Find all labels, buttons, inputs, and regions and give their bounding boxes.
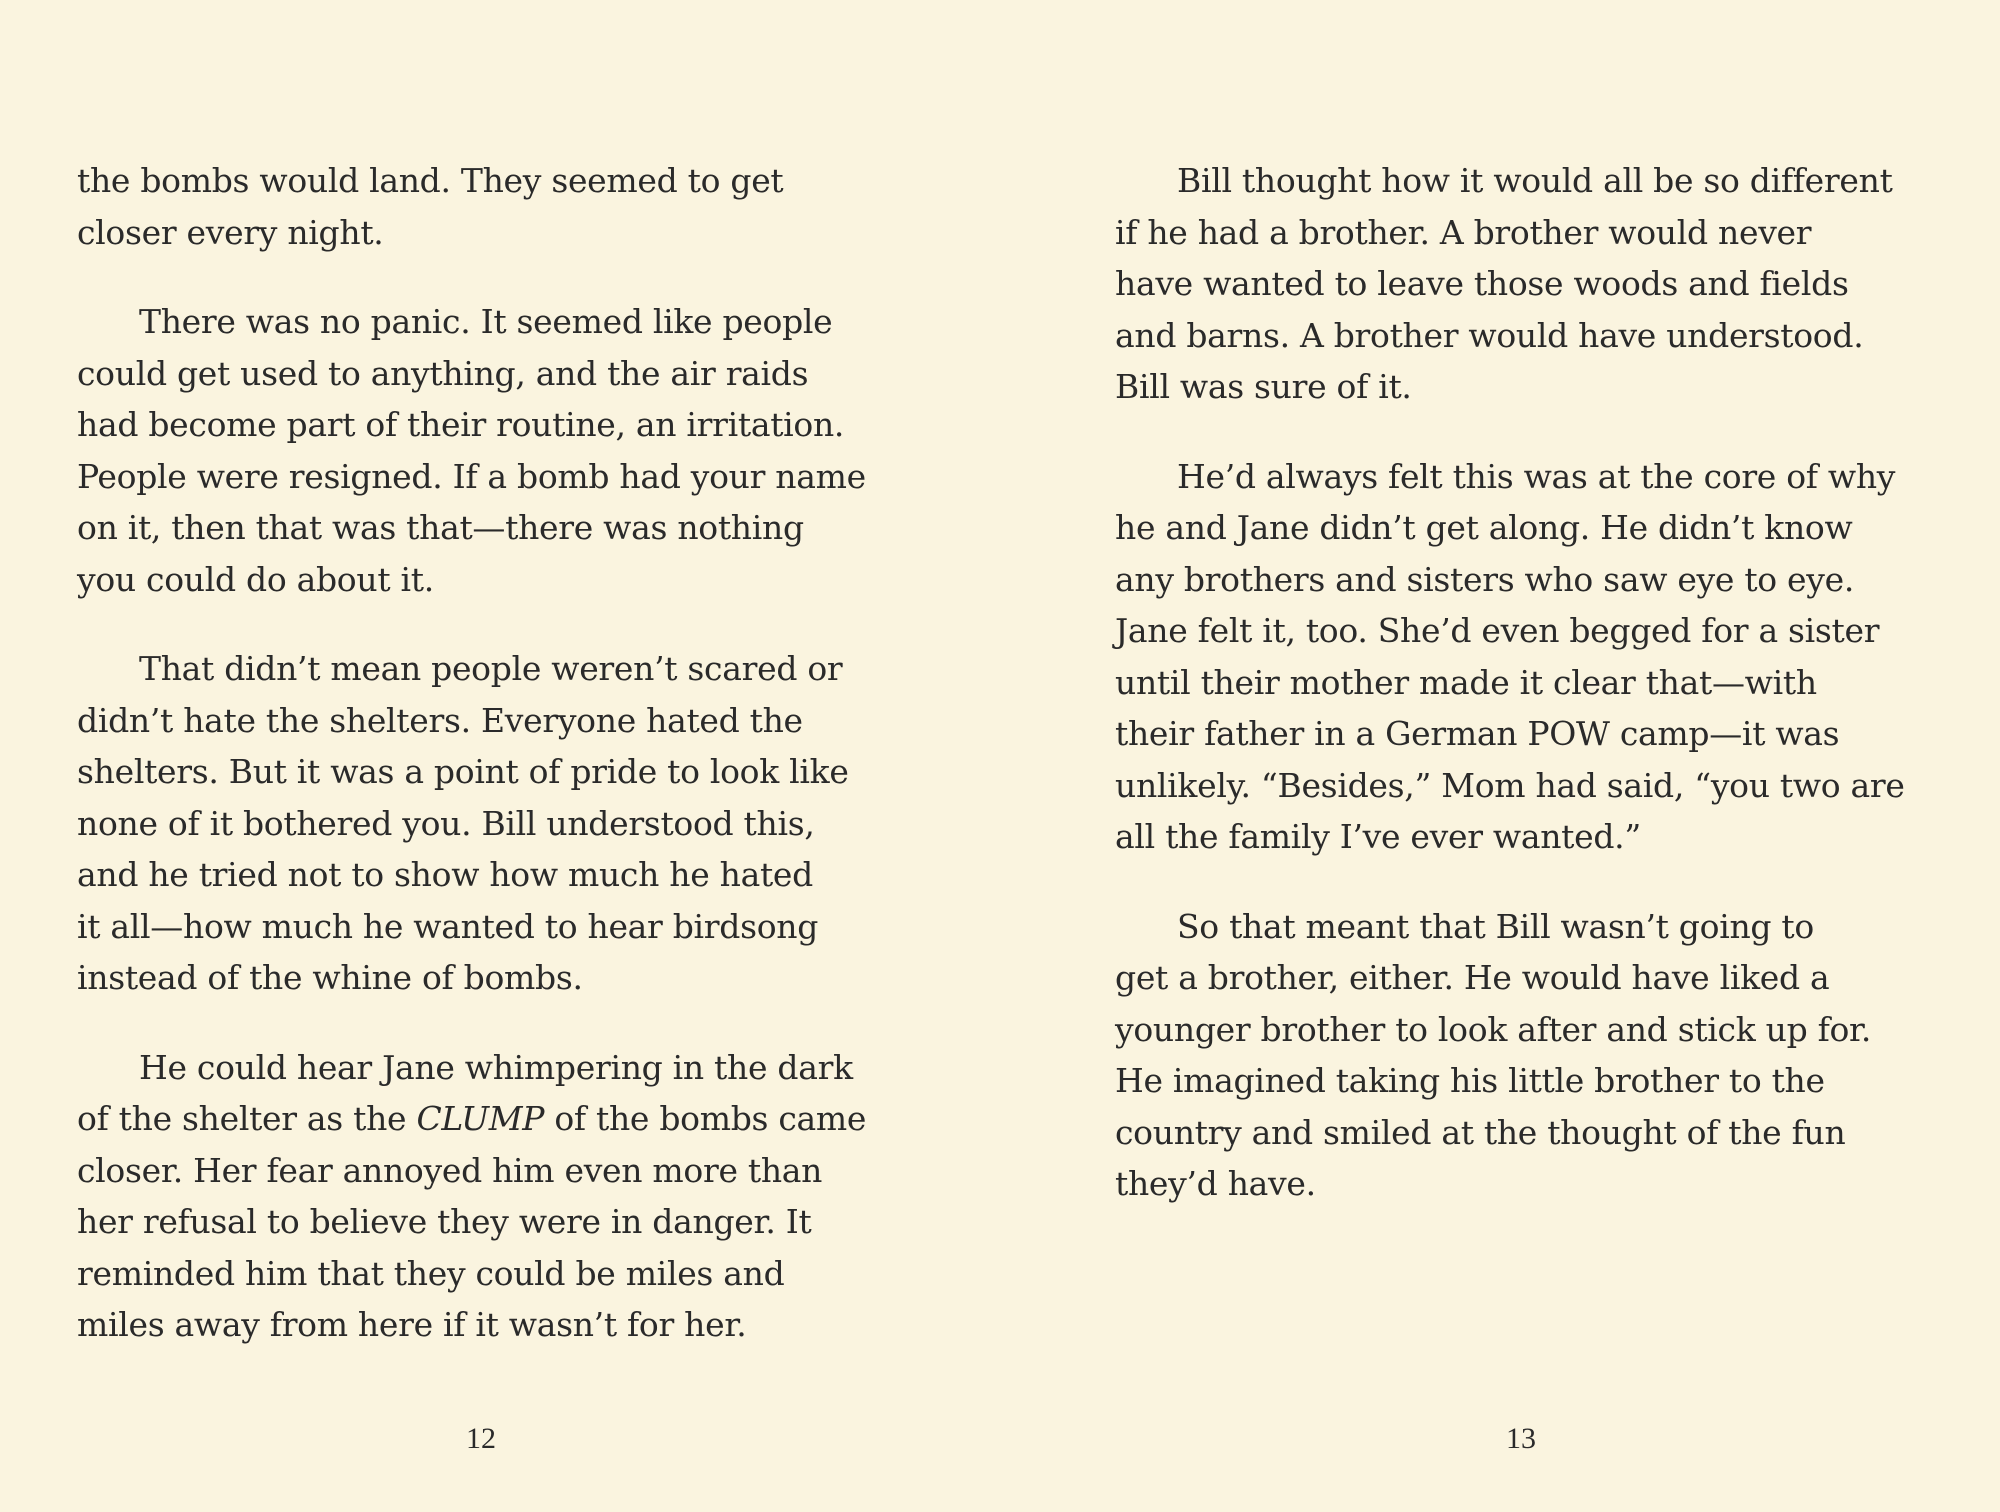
text-line: all the family I’ve ever wanted.” (1115, 817, 1641, 856)
paragraph (77, 296, 907, 605)
text-line: their father in a German POW camp—it was (1115, 714, 1840, 753)
text-line: get a brother, either. He would have liked a (1115, 958, 1830, 997)
text-line: he and Jane didn’t get along. He didn’t know (1115, 508, 1853, 547)
text-line: miles away from here if it wasn’t for her. (77, 1305, 747, 1344)
text-line: He’d always felt this was at the core of why (1177, 456, 1896, 496)
text-line: There was no panic. It seemed like people (139, 302, 833, 341)
text-line: could get used to anything, and the air raids (77, 353, 809, 393)
text-line: and barns. A brother would have understood. (1115, 315, 1864, 355)
text-line: That didn’t mean people weren’t scared or (139, 649, 843, 688)
text-line: shelters. But it was a point of pride to look like (77, 752, 849, 791)
text-line: He could hear Jane whimpering in the dark (139, 1047, 853, 1087)
emphasis-text: CLUMP (416, 1099, 545, 1138)
text-line: People were resigned. If a bomb had your name (77, 456, 866, 496)
right-page-body-text (1115, 155, 1945, 1210)
right-page (1000, 0, 2000, 1512)
paragraph (77, 1042, 907, 1351)
text-line: the bombs would land. They seemed to get (77, 161, 784, 200)
text-line: Bill thought how it would all be so different (1177, 161, 1893, 200)
paragraph (1115, 155, 1945, 413)
left-page-body-text (77, 155, 907, 1351)
text-line: closer. Her fear annoyed him even more than (77, 1150, 823, 1190)
text-line: had become part of their routine, an irritation. (77, 405, 845, 444)
text-line (77, 1093, 907, 1145)
text-line: He imagined taking his little brother to the (1115, 1061, 1825, 1100)
text-segment: of the bombs came (544, 1099, 867, 1138)
text-line: unlikely. “Besides,” Mom had said, “you two are (1115, 765, 1905, 805)
text-line: if he had a brother. A brother would never (1115, 212, 1812, 252)
page-number: 12 (466, 1422, 496, 1455)
text-line: on it, then that was that—there was nothing (77, 508, 804, 547)
text-line: any brothers and sisters who saw eye to eye. (1115, 559, 1855, 599)
text-line: they’d have. (1115, 1164, 1316, 1203)
paragraph (77, 643, 907, 1004)
text-line: you could do about it. (77, 559, 434, 599)
text-line: didn’t hate the shelters. Everyone hated the (77, 700, 803, 740)
text-line: until their mother made it clear that—with (1115, 662, 1817, 702)
text-line: instead of the whine of bombs. (77, 958, 583, 997)
text-line: have wanted to leave those woods and fields (1115, 264, 1849, 303)
text-segment: of the shelter as the (77, 1099, 417, 1138)
text-line: younger brother to look after and stick up for. (1115, 1009, 1872, 1049)
text-line: her refusal to believe they were in danger. It (77, 1202, 812, 1241)
text-line: Jane felt it, too. She’d even begged for a sister (1115, 611, 1880, 650)
text-line: none of it bothered you. Bill understood this, (77, 803, 815, 843)
paragraph (77, 155, 907, 258)
text-line: closer every night. (77, 212, 384, 252)
text-line: reminded him that they could be miles and (77, 1253, 785, 1293)
text-line: and he tried not to show how much he hated (77, 855, 813, 894)
text-line: So that meant that Bill wasn’t going to (1177, 906, 1814, 946)
page-number: 13 (1506, 1422, 1536, 1455)
paragraph (1115, 901, 1945, 1210)
text-line: it all—how much he wanted to hear birdsong (77, 906, 819, 946)
paragraph (1115, 451, 1945, 863)
text-line: Bill was sure of it. (1115, 367, 1412, 406)
text-line: country and smiled at the thought of the fun (1115, 1112, 1846, 1152)
